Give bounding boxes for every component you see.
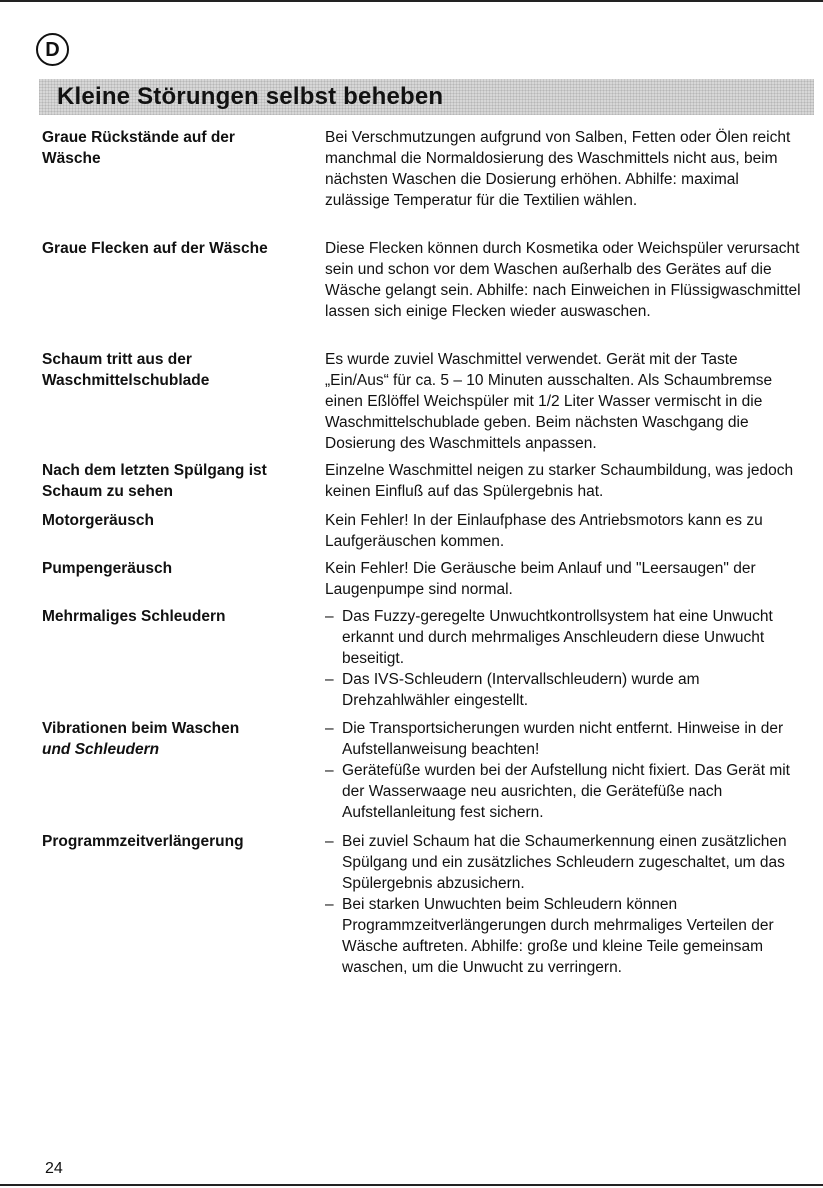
list-item: – Gerätefüße wurden bei der Aufstellung nicht fixiert. Das Gerät mit der Wasserwaage neu ausrichten, die Gerätefüße nach Aufstellanleitung fest sichern. bbox=[325, 760, 803, 823]
page-number: 24 bbox=[45, 1160, 63, 1177]
solution-list bbox=[325, 718, 803, 823]
list-item: – Das Fuzzy-geregelte Unwuchtkontrollsystem hat eine Unwucht erkannt und durch mehrmaliges Anschleudern diese Unwucht beseitigt. bbox=[325, 606, 803, 669]
solution-text: Diese Flecken können durch Kosmetika oder Weichspüler verursacht sein und schon vor dem Waschen außerhalb des Gerätes auf die Wäsche gelangt sein. Abhilfe: nach Einweichen in Flüssigwaschmittel lassen sich einige Flecken wieder auswaschen. bbox=[325, 240, 801, 320]
top-rule bbox=[0, 0, 823, 2]
problem-label: Nach dem letzten Spülgang ist Schaum zu sehen bbox=[42, 462, 267, 500]
solution-text: Es wurde zuviel Waschmittel verwendet. Gerät mit der Taste „Ein/Aus“ für ca. 5 – 10 Minuten ausschalten. Als Schaumbremse einen Eßlöffel Weichspüler mit 1/2 Liter Wasser vermischt in die Waschmittelschublade geben. Beim nächsten Waschgang die Dosierung des Waschmittels anpassen. bbox=[325, 351, 773, 452]
list-item: – Die Transportsicherungen wurden nicht entfernt. Hinweise in der Aufstellanweisung beachten! bbox=[325, 718, 803, 760]
list-item: – Bei starken Unwuchten beim Schleudern können Programmzeitverlängerungen durch mehrmaliges Verteilen der Wäsche auftreten. Abhilfe: große und kleine Teile gemeinsam waschen, um die Unwucht zu verringern. bbox=[325, 894, 803, 978]
solution-text: Kein Fehler! In der Einlaufphase des Antriebsmotors kann es zu Laufgeräuschen kommen. bbox=[325, 512, 763, 550]
solution-list bbox=[325, 606, 803, 711]
problem-label: Graue Flecken auf der Wäsche bbox=[42, 240, 268, 257]
problem-label: Pumpengeräusch bbox=[42, 560, 173, 577]
problem-label: Graue Rückstände auf der Wäsche bbox=[42, 129, 235, 167]
country-code-badge bbox=[36, 33, 69, 66]
problem-label: Programmzeitverlängerung bbox=[42, 833, 244, 850]
solution-list bbox=[325, 831, 803, 978]
problem-label: Motorgeräusch bbox=[42, 512, 154, 529]
country-code: D bbox=[45, 38, 60, 61]
solution-text: Kein Fehler! Die Geräusche beim Anlauf und "Leersaugen" der Laugenpumpe sind normal. bbox=[325, 560, 756, 598]
problem-label-main: Vibrationen beim Waschen bbox=[42, 720, 240, 737]
list-item: – Das IVS-Schleudern (Intervallschleudern) wurde am Drehzahlwähler eingestellt. bbox=[325, 669, 803, 711]
solution-text: Einzelne Waschmittel neigen zu starker Schaumbildung, was jedoch keinen Einfluß auf das Spülergebnis hat. bbox=[325, 462, 794, 500]
problem-label: Schaum tritt aus der Waschmittelschublade bbox=[42, 351, 210, 389]
list-item: – Bei zuviel Schaum hat die Schaumerkennung einen zusätzlichen Spülgang und ein zusätzliches Schleudern zugeschaltet, um das Spülergebnis abzusichern. bbox=[325, 831, 803, 894]
section-title: Kleine Störungen selbst beheben bbox=[57, 83, 444, 110]
solution-text: Bei Verschmutzungen aufgrund von Salben, Fetten oder Ölen reicht manchmal die Normaldosierung des Waschmittels nicht aus, beim nächsten Waschen die Dosierung erhöhen. Abhilfe: maximal zulässige Temperatur für die Textilien wählen. bbox=[325, 129, 791, 209]
problem-label: Mehrmaliges Schleudern bbox=[42, 608, 226, 625]
problem-label-italic: und Schleudern bbox=[42, 741, 160, 758]
bottom-rule bbox=[0, 1184, 823, 1186]
problem-label bbox=[42, 718, 292, 760]
